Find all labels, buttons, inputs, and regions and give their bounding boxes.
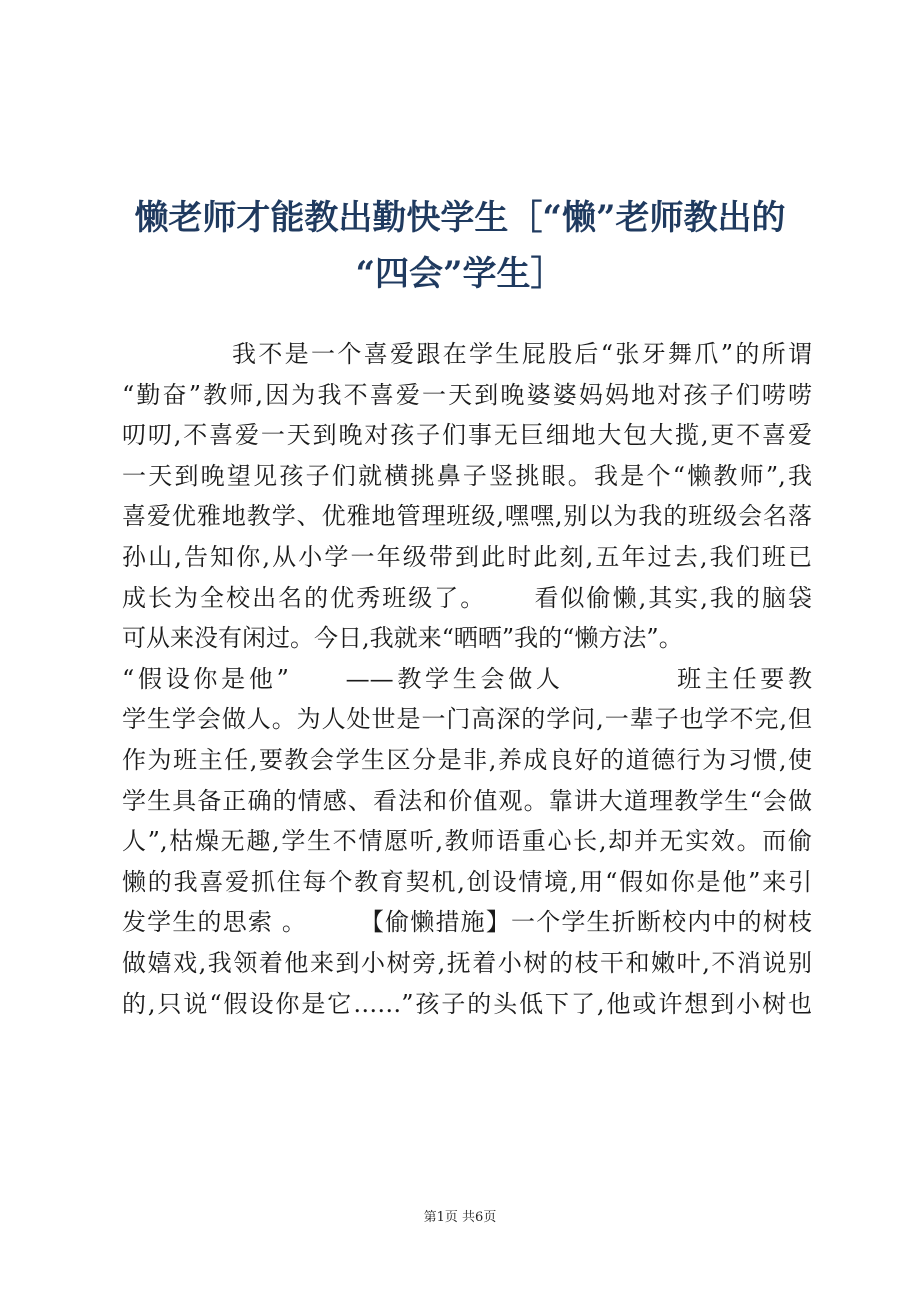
document-title	[100, 190, 820, 302]
body-line: 可从来没有闲过。今日,我就来“晒晒”我的“懒方法”。	[122, 624, 683, 653]
body-line: 学生具备正确的情感、看法和价值观。靠讲大道理教学生“会做	[122, 786, 812, 815]
body-line: 一天到晚望见孩子们就横挑鼻子竖挑眼。我是个“懒教师”,我	[122, 461, 812, 490]
document-body	[122, 334, 812, 1024]
body-line: 人”,枯燥无趣,学生不情愿听,教师语重心长,却并无实效。而偷	[122, 827, 812, 856]
body-line: 作为班主任,要教会学生区分是非,养成良好的道德行为习惯,使	[122, 745, 812, 774]
body-line: “勤奋”教师,因为我不喜爱一天到晚婆婆妈妈地对孩子们唠唠	[122, 380, 812, 409]
body-line: 成长为全校出名的优秀班级了。 看似偷懒,其实,我的脑袋	[122, 583, 812, 612]
body-line: 喜爱优雅地教学、优雅地管理班级,嘿嘿,别以为我的班级会名落	[122, 502, 812, 531]
page-number-footer: 第1页 共6页	[423, 1210, 497, 1225]
body-line: 做嬉戏,我领着他来到小树旁,抚着小树的枝干和嫩叶,不消说别	[122, 948, 812, 977]
title-line-2: “四会”学生］	[355, 254, 565, 294]
body-line: 发学生的思索 。 【偷懒措施】一个学生折断校内中的树枝	[122, 908, 812, 937]
body-line: “假设你是他” ——教学生会做人 班主任要教	[122, 664, 812, 693]
body-line: 学生学会做人。为人处世是一门高深的学问,一辈子也学不完,但	[122, 705, 812, 734]
title-line-1: 懒老师才能教出勤快学生［“懒”老师教出的	[134, 198, 786, 238]
body-line: 懒的我喜爱抓住每个教育契机,创设情境,用“假如你是他”来引	[122, 867, 812, 896]
body-line: 孙山,告知你,从小学一年级带到此时此刻,五年过去,我们班已	[122, 542, 812, 571]
body-line: 叨叨,不喜爱一天到晚对孩子们事无巨细地大包大揽,更不喜爱	[122, 421, 812, 450]
body-line: 我不是一个喜爱跟在学生屁股后“张牙舞爪”的所谓	[232, 340, 812, 368]
body-line: 的,只说“假设你是它……”孩子的头低下了,他或许想到小树也	[122, 989, 812, 1018]
